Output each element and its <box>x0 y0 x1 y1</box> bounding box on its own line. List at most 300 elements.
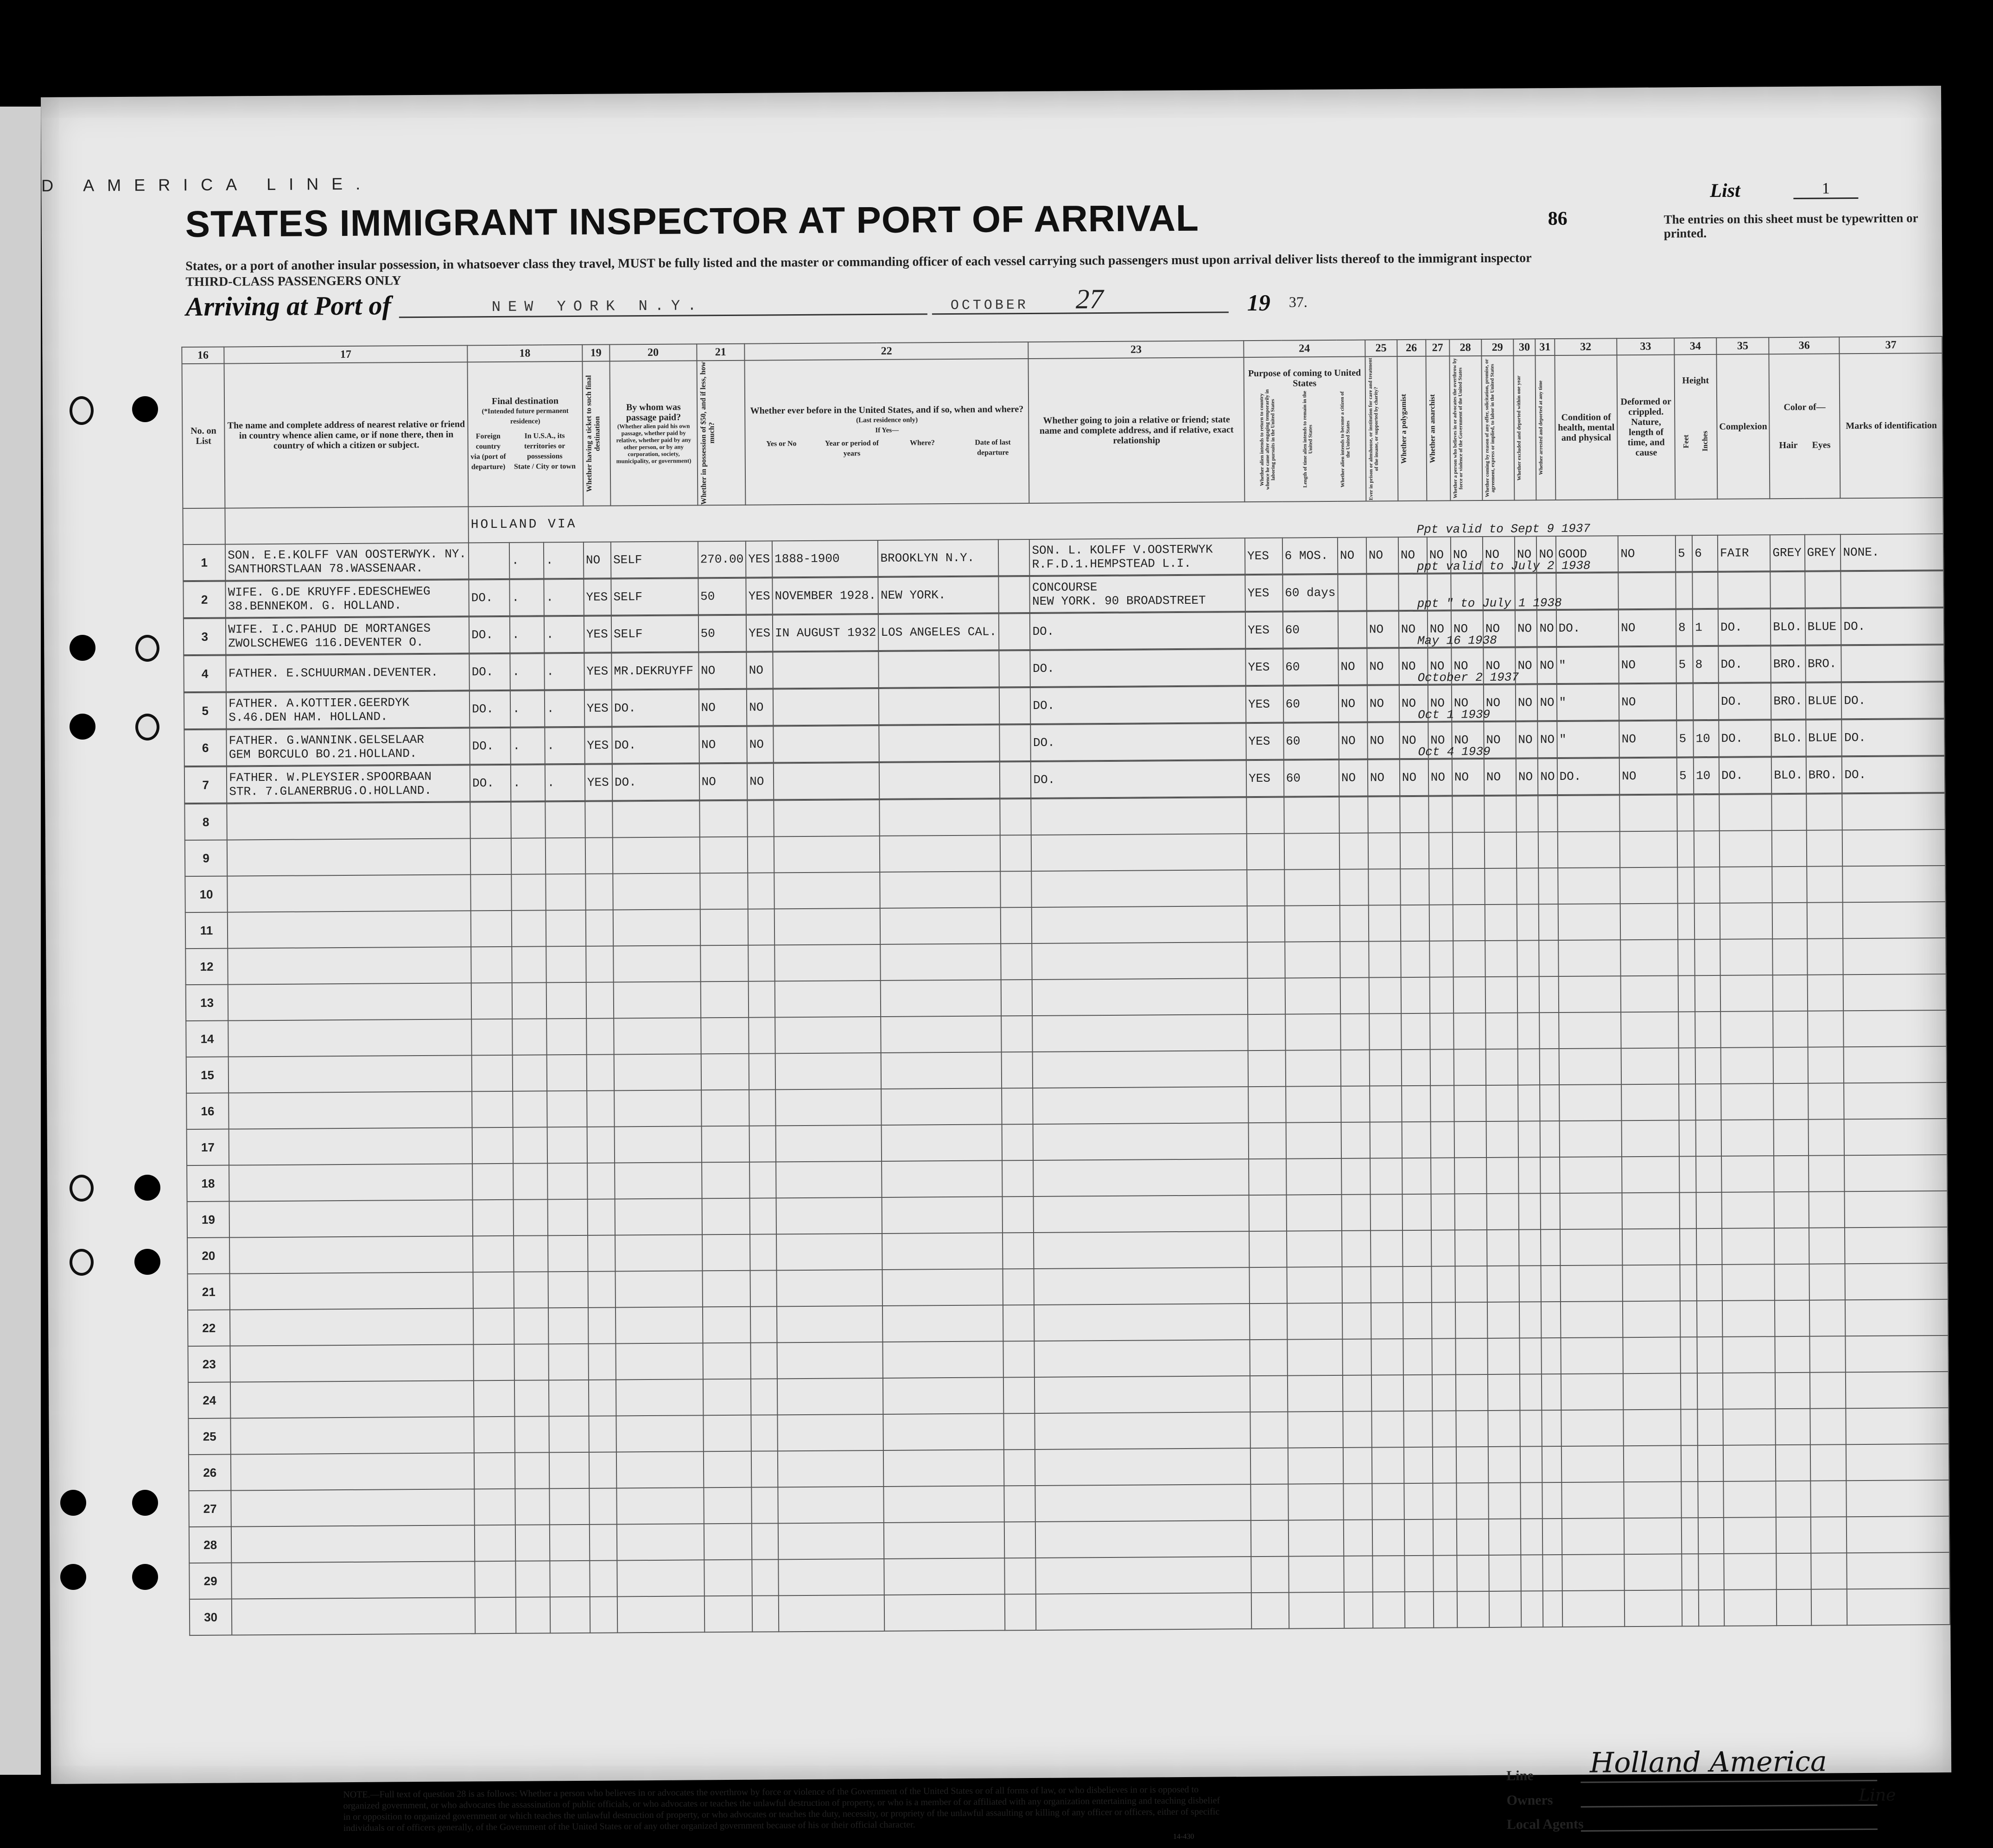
head-color-title: Color of— <box>1784 402 1826 413</box>
empty-cell <box>1343 1411 1371 1448</box>
cell-q26: NO <box>1399 611 1428 647</box>
cell-q31: NO <box>1537 610 1556 646</box>
punch-hole <box>132 396 158 422</box>
footnote-q28: NOTE.—Full text of question 28 is as follows: Whether a person who believes in or advocates the overthrow by force or violence of the Government of the United States or of all forms of law, or who disbelieves in or is opposed to organized government, or who advocates the assassination of public officials, or who advocates or teaches the unlawful destruction of property, or who is a member of or affiliated with any organization entertaining and teaching disbelief in or opposition to organized government or which teaches the unlawful destruction of property, or who advocates or teaches the duty, necessity, or propriety of the unlawful assaulting or killing of any officer or officers, either of specific individuals or of officers generally, of the Government of the United States or of any other organized government because of his or their official character. <box>343 1784 1220 1834</box>
empty-cell <box>512 946 546 982</box>
subtitle-class: THIRD-CLASS PASSENGERS ONLY <box>185 273 401 290</box>
row-number: 30 <box>190 1599 232 1636</box>
relative-address <box>226 617 469 654</box>
line-underline <box>1580 1780 1877 1783</box>
empty-cell <box>1403 1230 1431 1266</box>
empty-cell <box>1847 1480 1949 1517</box>
left-page-edge <box>0 107 41 1775</box>
empty-cell <box>1250 1267 1287 1304</box>
empty-cell <box>1542 1374 1561 1410</box>
empty-cell <box>774 800 880 836</box>
empty-cell <box>1558 867 1620 904</box>
empty-cell <box>1843 866 1946 902</box>
relative-line2: STR. 7.GLANERBRUG.O.HOLLAND. <box>229 783 432 799</box>
empty-cell <box>776 1234 882 1270</box>
empty-cell <box>1559 1012 1621 1049</box>
head-height-title: Height <box>1682 375 1709 386</box>
empty-cell <box>470 802 511 839</box>
empty-cell <box>1694 867 1720 903</box>
head-eyes: Eyes <box>1812 440 1831 450</box>
empty-cell <box>1680 1192 1697 1228</box>
empty-cell <box>1032 906 1247 943</box>
empty-cell <box>547 1199 588 1236</box>
empty-cell <box>1810 1444 1846 1481</box>
empty-cell <box>1516 796 1538 832</box>
cell-paid: DO. <box>612 727 699 763</box>
empty-cell <box>704 1524 752 1560</box>
empty-cell <box>702 1162 750 1199</box>
empty-cell <box>589 1416 616 1452</box>
cell-hair: BRO. <box>1771 683 1806 719</box>
empty-cell <box>1845 1191 1948 1228</box>
empty-cell <box>615 1271 702 1307</box>
relative-address <box>225 543 469 580</box>
handwritten-passport-note: Oct 4 1939 <box>1418 744 1491 759</box>
empty-cell <box>1429 905 1453 941</box>
empty-cell <box>703 1307 751 1343</box>
cell-city: . <box>545 690 585 727</box>
empty-cell <box>1000 799 1031 835</box>
empty-cell <box>1720 939 1773 975</box>
empty-cell <box>1844 1119 1947 1155</box>
cell-ticket: YES <box>584 690 612 726</box>
cell-p2: 60 days <box>1282 575 1338 611</box>
empty-cell <box>1001 943 1032 980</box>
empty-cell <box>1809 1191 1845 1228</box>
join-line1: DO. <box>1032 624 1054 639</box>
empty-cell <box>1035 1412 1250 1449</box>
cell-health: GOOD <box>1555 536 1618 572</box>
cell-p2: 60 <box>1283 723 1339 759</box>
row-number: 9 <box>185 840 228 877</box>
empty-cell <box>546 838 586 874</box>
empty-cell <box>1485 1049 1518 1085</box>
empty-cell <box>1433 1483 1457 1519</box>
relative-line2: S.46.DEN HAM. HOLLAND. <box>228 709 388 725</box>
cell-join <box>1030 575 1245 613</box>
empty-cell <box>1341 1086 1370 1122</box>
colnum-29: 29 <box>1481 339 1513 356</box>
empty-cell <box>230 1380 474 1418</box>
empty-cell <box>1485 905 1517 941</box>
cell-health: " <box>1557 721 1619 758</box>
head-years: Year or period of years <box>825 439 879 458</box>
empty-cell <box>613 945 700 982</box>
empty-cell <box>1486 1194 1519 1230</box>
cell-q27: NO <box>1428 722 1452 758</box>
cell-where <box>879 688 999 725</box>
empty-cell <box>1624 1409 1681 1446</box>
row-number: 11 <box>185 912 228 949</box>
head-polygamist <box>1397 356 1427 501</box>
empty-cell <box>1558 976 1621 1013</box>
empty-cell <box>1033 1051 1248 1088</box>
empty-cell <box>1455 1230 1487 1266</box>
empty-cell <box>1249 1195 1287 1231</box>
cell-q30: NO <box>1515 610 1537 646</box>
empty-cell <box>752 1595 779 1632</box>
join-line1: DO. <box>1033 772 1055 787</box>
cell-q28: NO <box>1452 722 1484 758</box>
colnum-33: 33 <box>1617 338 1674 355</box>
empty-cell <box>588 1271 616 1307</box>
empty-cell <box>1721 1192 1774 1228</box>
cell-feet <box>1676 572 1693 608</box>
empty-cell <box>1541 1266 1561 1302</box>
cell-paid: DO. <box>612 764 699 800</box>
empty-cell <box>703 1343 751 1380</box>
empty-cell <box>1429 868 1453 905</box>
empty-cell <box>1539 904 1558 940</box>
cell-complexion: DO. <box>1718 646 1771 683</box>
head-where: Where? <box>909 439 935 447</box>
empty-cell <box>1487 1230 1519 1266</box>
cell-q26: NO <box>1400 759 1428 796</box>
arrival-label: Arriving at Port of <box>185 290 392 322</box>
empty-cell <box>1560 1157 1622 1193</box>
cell-dep <box>998 539 1030 576</box>
empty-cell <box>1371 1266 1403 1303</box>
empty-cell <box>774 836 880 873</box>
empty-cell <box>1695 1012 1720 1048</box>
empty-cell <box>883 1341 1003 1378</box>
empty-cell <box>881 980 1001 1017</box>
cell-paid: SELF <box>611 615 698 652</box>
empty-cell <box>1809 1372 1846 1408</box>
empty-cell <box>1034 1304 1250 1341</box>
empty-cell <box>751 1342 777 1379</box>
empty-cell <box>615 1234 702 1271</box>
empty-cell <box>1682 1518 1699 1554</box>
empty-cell <box>1430 1049 1454 1085</box>
empty-cell <box>1402 1158 1431 1194</box>
empty-cell <box>751 1415 778 1451</box>
subtitle-text: States, or a port of another insular possession, in whatsoever class they travel, MUST be fully listed and the master or commanding officer of each vessel carrying such passengers must upon arrival deliver lists thereof to the immigrant inspector <box>185 251 1532 274</box>
empty-cell <box>1288 1375 1343 1412</box>
empty-cell <box>1681 1481 1698 1518</box>
empty-cell <box>1034 1195 1249 1233</box>
cell-feet: 8 <box>1676 609 1693 646</box>
empty-cell <box>1369 977 1401 1013</box>
empty-cell <box>513 1091 547 1127</box>
empty-cell <box>1558 940 1621 976</box>
cell-inches: 8 <box>1693 646 1718 683</box>
empty-cell <box>1697 1337 1723 1373</box>
empty-cell <box>749 1053 775 1089</box>
colnum-35: 35 <box>1716 337 1769 354</box>
empty-cell <box>1004 1558 1036 1594</box>
arrival-port: NEW YORK N.Y. <box>491 297 704 316</box>
punch-hole <box>70 714 95 740</box>
empty-cell <box>1485 832 1517 868</box>
cell-p1: YES <box>1246 760 1284 797</box>
punch-hole <box>60 1490 86 1516</box>
empty-cell <box>1003 1341 1035 1377</box>
empty-cell <box>1286 1086 1341 1123</box>
empty-cell <box>475 1561 515 1598</box>
relative-line2: GEM BORCULO BO.21.HOLLAND. <box>228 747 417 762</box>
empty-cell <box>1541 1193 1560 1229</box>
cell-q27: NO <box>1427 537 1451 573</box>
empty-cell <box>1339 869 1368 905</box>
empty-cell <box>1620 903 1678 940</box>
head-arrested-text: Whether arrested and deported at any time <box>1538 380 1544 475</box>
empty-cell <box>587 1090 615 1127</box>
empty-cell <box>471 983 512 1019</box>
empty-cell <box>1678 939 1695 975</box>
cell-inches: 10 <box>1693 721 1719 757</box>
empty-cell <box>617 1560 704 1596</box>
empty-cell <box>1543 1555 1562 1591</box>
cell-q29: NO <box>1484 759 1517 795</box>
relative-address <box>227 765 470 803</box>
row-number: 7 <box>184 767 227 804</box>
empty-cell <box>1454 1158 1487 1194</box>
cell-q27: NO <box>1428 685 1452 721</box>
empty-cell <box>700 909 748 946</box>
empty-cell <box>546 1019 587 1055</box>
empty-cell <box>473 1200 514 1236</box>
empty-cell <box>1722 1300 1775 1337</box>
empty-cell <box>1432 1374 1456 1411</box>
row-number: 29 <box>189 1563 232 1600</box>
empty-cell <box>1722 1264 1775 1301</box>
empty-cell <box>1622 1120 1679 1157</box>
head-labor <box>1481 356 1514 500</box>
empty-cell <box>1369 1050 1402 1086</box>
empty-cell <box>1368 833 1401 869</box>
cell-p2: 60 <box>1283 760 1339 797</box>
empty-cell <box>1542 1446 1561 1482</box>
empty-cell <box>1032 942 1248 980</box>
empty-cell <box>1773 1047 1808 1083</box>
empty-cell <box>590 1560 617 1596</box>
empty-cell <box>546 910 586 947</box>
empty-cell <box>1847 1589 1950 1625</box>
empty-cell <box>1404 1447 1433 1483</box>
empty-cell <box>228 983 471 1020</box>
empty-cell <box>615 1162 702 1199</box>
empty-cell <box>1485 868 1517 905</box>
empty-cell <box>1430 1085 1454 1121</box>
empty-cell <box>475 1525 515 1562</box>
empty-cell <box>1251 1593 1289 1629</box>
relative-address <box>227 728 470 766</box>
empty-cell <box>1489 1591 1522 1627</box>
empty-cell <box>1487 1338 1520 1374</box>
empty-cell <box>749 1126 776 1162</box>
empty-cell <box>1342 1303 1371 1339</box>
head-final-destination-title: Final destination <box>491 396 559 407</box>
empty-cell <box>1034 1267 1250 1305</box>
join-line2: NEW YORK. 90 BROADSTREET <box>1032 593 1206 608</box>
empty-cell <box>1284 833 1339 870</box>
empty-cell <box>1540 1157 1560 1193</box>
empty-cell <box>1724 1589 1777 1626</box>
cell-deformed: NO <box>1619 684 1676 720</box>
empty-cell <box>1720 903 1773 939</box>
empty-cell <box>702 1234 750 1271</box>
empty-cell <box>228 1019 471 1057</box>
cell-marks: DO. <box>1841 682 1944 719</box>
empty-cell <box>1847 1552 1950 1589</box>
cell-q31: NO <box>1537 647 1557 684</box>
empty-cell <box>585 873 613 910</box>
empty-cell <box>1844 1010 1947 1047</box>
empty-cell <box>545 802 585 838</box>
cell-eyes: BRO. <box>1806 757 1842 793</box>
cell-marks: DO. <box>1842 719 1945 756</box>
handwritten-passport-note: Oct 1 1939 <box>1417 707 1491 722</box>
cell-inches: 1 <box>1693 609 1718 646</box>
row-number: 8 <box>184 804 227 841</box>
empty-cell <box>1772 903 1807 939</box>
empty-cell <box>776 1161 882 1198</box>
cell-years: NOVEMBER 1928. <box>772 577 878 614</box>
empty-cell <box>1341 1158 1370 1195</box>
empty-cell <box>704 1596 752 1633</box>
empty-cell <box>775 981 881 1017</box>
head-purpose-length: Length of time alien intends to remain in the United States <box>1301 391 1314 488</box>
cell-eyes <box>1805 571 1841 608</box>
head-final-destination: Final destination (*Intended future permanent residence) Foreign country via (port of departure) In U.S.A., its territories or possessions State / City or town <box>468 361 584 507</box>
join-line1: SON. L. KOLFF V.OOSTERWYK <box>1032 542 1213 557</box>
empty-cell <box>1620 867 1677 904</box>
empty-cell <box>1539 940 1559 976</box>
empty-cell <box>1517 1013 1540 1049</box>
head-foreign-country: Foreign country via (port of departure) <box>470 432 506 471</box>
empty-cell <box>1843 974 1946 1011</box>
empty-cell <box>776 1197 882 1234</box>
row-number: 27 <box>189 1491 231 1527</box>
empty-cell <box>1540 1049 1559 1085</box>
empty-cell <box>1403 1339 1432 1375</box>
empty-cell <box>512 1019 546 1055</box>
empty-cell <box>1453 868 1485 905</box>
handwritten-passport-note: ppt valid to July 2 1938 <box>1416 558 1591 574</box>
empty-cell <box>1543 1591 1562 1627</box>
empty-cell <box>1405 1592 1434 1628</box>
empty-cell <box>884 1522 1004 1559</box>
empty-cell <box>1724 1517 1777 1554</box>
empty-cell <box>1517 976 1539 1013</box>
empty-cell <box>588 1343 616 1380</box>
empty-cell <box>1433 1591 1457 1627</box>
empty-cell <box>613 837 700 873</box>
empty-cell <box>1341 1050 1370 1086</box>
empty-cell <box>546 946 586 983</box>
empty-cell <box>1775 1336 1810 1373</box>
empty-cell <box>590 1524 617 1560</box>
empty-cell <box>616 1343 703 1380</box>
head-polygamist-text: Whether a polygamist <box>1399 393 1408 464</box>
cell-q26: NO <box>1399 722 1428 759</box>
cell-complexion: DO. <box>1719 683 1771 720</box>
colnum-31: 31 <box>1536 339 1555 355</box>
empty-cell <box>1453 941 1485 977</box>
head-hair: Hair <box>1779 440 1798 451</box>
empty-cell <box>1341 1195 1370 1231</box>
empty-cell <box>1430 1121 1454 1158</box>
empty-cell <box>1772 830 1807 867</box>
list-label: List <box>1710 180 1740 202</box>
empty-cell <box>1807 975 1843 1011</box>
empty-cell <box>752 1487 778 1523</box>
empty-cell <box>228 947 471 984</box>
head-no-on-list: No. on List <box>182 364 225 509</box>
cell-q26: NO <box>1398 537 1427 573</box>
join-line1: CONCOURSE <box>1032 580 1098 595</box>
cell-where: NEW YORK. <box>878 576 999 614</box>
relative-line1: FATHER. G.WANNINK.GELSELAAR <box>228 732 425 748</box>
empty-cell <box>1457 1519 1489 1555</box>
empty-cell <box>231 1561 475 1599</box>
cell-paid: MR.DEKRUYFF <box>611 652 698 689</box>
empty-cell <box>614 981 701 1018</box>
empty-cell <box>473 1272 514 1309</box>
empty-cell <box>1721 1156 1774 1192</box>
join-line1: DO. <box>1032 661 1054 676</box>
cell-before: NO <box>747 763 774 799</box>
empty-cell <box>1678 903 1695 939</box>
empty-cell <box>473 1308 514 1345</box>
empty-cell <box>232 1597 475 1635</box>
cell-years: 1888-1900 <box>772 540 878 577</box>
empty-cell <box>1678 975 1695 1012</box>
cell-join <box>1030 612 1245 650</box>
head-fifty-text: Whether in possession of $50, and if less, how much? <box>699 361 716 505</box>
relative-line1: FATHER. E.SCHUURMAN.DEVENTER. <box>228 665 438 681</box>
empty-cell <box>1284 869 1340 906</box>
empty-cell <box>589 1452 617 1488</box>
head-health: Condition of health, mental and physical <box>1555 355 1618 500</box>
empty-cell <box>776 1270 882 1306</box>
cell-q30: NO <box>1516 759 1538 795</box>
empty-cell <box>1488 1447 1521 1483</box>
empty-cell <box>1680 1337 1697 1373</box>
line-label: Line <box>1506 1768 1534 1784</box>
empty-cell <box>1621 1084 1679 1120</box>
head-prison-text: Ever in prison or almshouse, or institution for care and treatment of the insane, or supported by charity? <box>1367 357 1379 500</box>
empty-cell <box>614 1018 701 1054</box>
empty-cell <box>230 1272 473 1310</box>
empty-cell <box>1033 1087 1249 1124</box>
empty-cell <box>1036 1557 1251 1594</box>
empty-cell <box>1678 1012 1695 1048</box>
empty-cell <box>1542 1482 1562 1519</box>
cell-feet: 5 <box>1676 535 1693 571</box>
row-number: 26 <box>189 1455 231 1491</box>
empty-cell <box>1433 1555 1457 1591</box>
empty-cell <box>1844 1046 1947 1083</box>
empty-cell <box>1541 1229 1560 1266</box>
empty-cell <box>1699 1590 1724 1626</box>
empty-cell <box>775 1053 882 1089</box>
empty-cell <box>1624 1481 1682 1518</box>
cell-p1: YES <box>1246 686 1283 722</box>
empty-cell <box>1033 1123 1249 1160</box>
head-ticket <box>582 361 610 506</box>
empty-cell <box>1430 1013 1454 1049</box>
empty-cell <box>1540 1121 1560 1157</box>
empty-cell <box>1288 1448 1344 1484</box>
head-before-title: Whether ever before in the United States, and if so, when and where? <box>750 404 1024 416</box>
